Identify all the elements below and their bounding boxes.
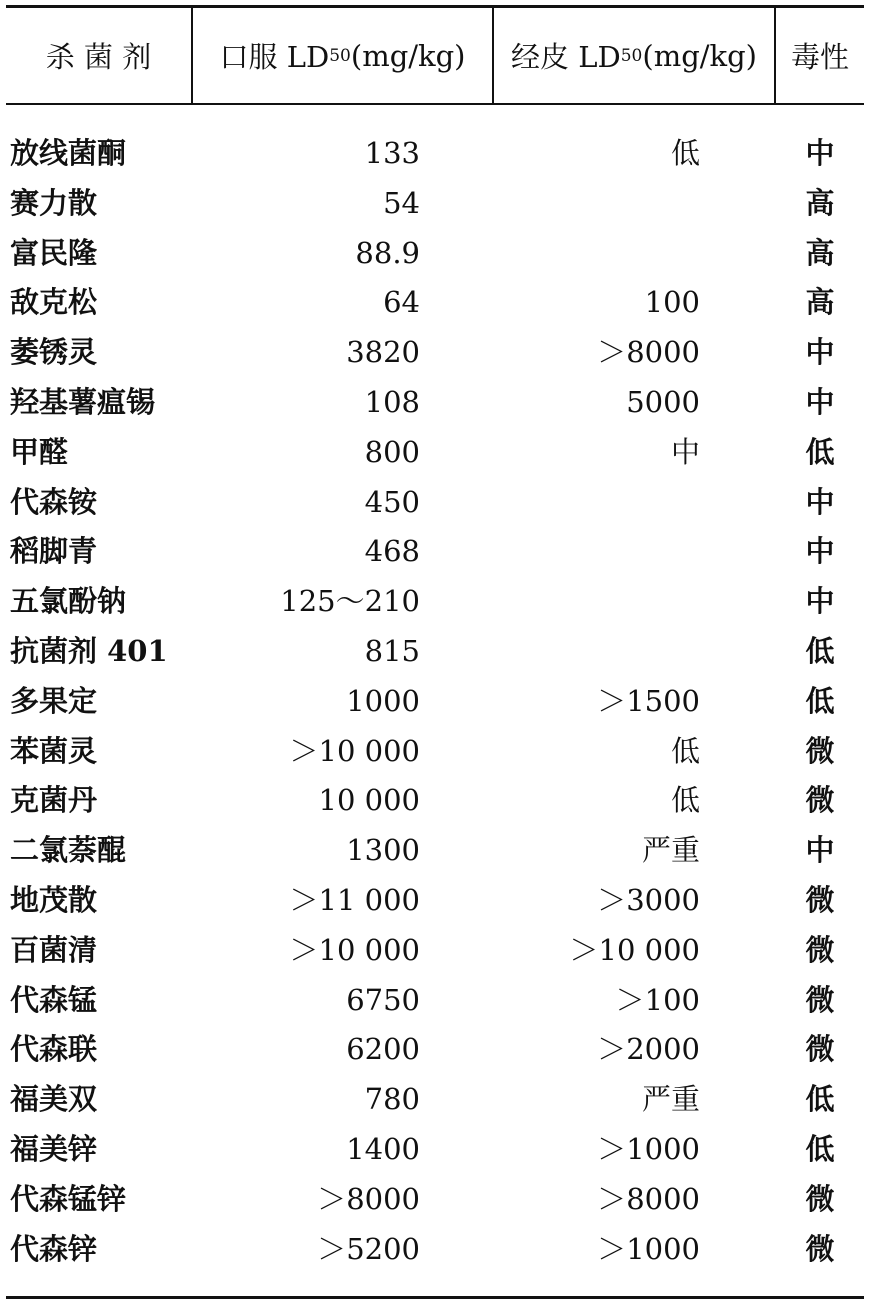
oral-ld50-value: 1000 — [346, 683, 420, 718]
table-row — [0, 327, 873, 377]
table-row — [0, 1224, 873, 1274]
table-row — [0, 128, 873, 178]
table-row — [0, 1074, 873, 1124]
dermal-ld50-value: 100 — [644, 285, 700, 320]
toxicity-level: 低 — [805, 434, 835, 469]
toxicity-level: 低 — [805, 1082, 835, 1117]
oral-ld50-value: 64 — [383, 285, 420, 320]
table-row — [0, 925, 873, 975]
dermal-ld50-value: ＞8000 — [597, 335, 700, 370]
oral-ld50-value: ＞5200 — [317, 1231, 420, 1266]
oral-ld50-value: 1400 — [346, 1131, 420, 1166]
dermal-ld50-value: ＞1000 — [597, 1131, 700, 1166]
table-body — [0, 128, 873, 1273]
table-row — [0, 526, 873, 576]
dermal-ld50-value: ＞3000 — [597, 882, 700, 917]
oral-ld50-value: 108 — [364, 384, 420, 419]
toxicity-level: 微 — [805, 783, 835, 818]
fungicide-name: 赛力散 — [10, 185, 98, 220]
toxicity-level: 高 — [805, 285, 835, 320]
dermal-ld50-value: 5000 — [626, 384, 700, 419]
fungicide-name: 放线菌酮 — [10, 136, 127, 170]
oral-ld50-value: 125～210 — [280, 584, 420, 619]
fungicide-name: 福美锌 — [10, 1131, 98, 1166]
table-row — [0, 377, 873, 427]
toxicity-level: 微 — [805, 882, 835, 917]
fungicide-name: 地茂散 — [10, 882, 98, 917]
toxicity-level: 高 — [805, 235, 835, 270]
table-row — [0, 277, 873, 327]
dermal-ld50-value: ＞1500 — [597, 683, 700, 718]
dermal-ld50-value: 低 — [670, 733, 700, 768]
dermal-ld50-value: 严重 — [641, 833, 700, 868]
header-toxicity: 毒性 — [790, 40, 849, 74]
dermal-ld50-value: ＞1000 — [597, 1231, 700, 1266]
oral-ld50-value: 3820 — [346, 335, 420, 370]
oral-ld50-value: 815 — [364, 633, 420, 668]
oral-ld50-value: 133 — [364, 136, 420, 170]
oral-ld50-value: 450 — [364, 484, 420, 519]
header-oral-ld50: 口服 LD 50 (mg/kg) — [219, 38, 466, 74]
fungicide-name: 稻脚青 — [10, 534, 98, 569]
dermal-ld50-value: ＞10 000 — [569, 932, 700, 967]
fungicide-name: 克菌丹 — [10, 783, 98, 818]
table-row — [0, 626, 873, 676]
fungicide-name: 代森联 — [10, 1032, 98, 1067]
table-row — [0, 1174, 873, 1224]
fungicide-name: 苯菌灵 — [10, 733, 98, 768]
fungicide-name: 代森锌 — [10, 1231, 98, 1266]
toxicity-level: 中 — [805, 335, 835, 370]
oral-ld50-value: 468 — [364, 534, 420, 569]
table-row — [0, 576, 873, 626]
toxicity-level: 中 — [805, 384, 835, 419]
toxicity-level: 微 — [805, 1181, 835, 1216]
header-rule — [6, 103, 864, 105]
toxicity-level: 中 — [805, 136, 835, 170]
dermal-ld50-value: 低 — [670, 136, 700, 170]
fungicide-name: 代森锰 — [10, 982, 98, 1017]
dermal-ld50-value: 严重 — [641, 1082, 700, 1117]
table-row — [0, 228, 873, 278]
oral-ld50-value: 10 000 — [318, 783, 420, 818]
toxicity-level: 微 — [805, 1231, 835, 1266]
dermal-ld50-value: ＞2000 — [597, 1032, 700, 1067]
oral-ld50-value: 780 — [364, 1082, 420, 1117]
table-row — [0, 178, 873, 228]
toxicity-level: 中 — [805, 484, 835, 519]
oral-ld50-value: 88.9 — [355, 235, 420, 270]
table-row — [0, 1024, 873, 1074]
dermal-ld50-value: ＞100 — [615, 982, 700, 1017]
oral-ld50-value: 6200 — [346, 1032, 420, 1067]
oral-ld50-value: ＞11 000 — [289, 882, 420, 917]
table-row — [0, 726, 873, 776]
toxicity-level: 中 — [805, 534, 835, 569]
fungicide-name: 抗菌剂 401 — [10, 633, 168, 668]
fungicide-name: 多果定 — [10, 683, 98, 718]
table-row — [0, 775, 873, 825]
oral-ld50-value: 6750 — [346, 982, 420, 1017]
table-bottom-rule — [6, 1296, 864, 1299]
toxicity-level: 低 — [805, 1131, 835, 1166]
toxicity-level: 高 — [805, 185, 835, 220]
toxicity-level: 中 — [805, 584, 835, 619]
toxicity-level: 微 — [805, 1032, 835, 1067]
toxicity-level: 微 — [805, 932, 835, 967]
oral-ld50-value: 800 — [364, 434, 420, 469]
fungicide-name: 甲醛 — [10, 434, 69, 469]
fungicide-name: 二氯萘醌 — [10, 833, 127, 868]
fungicide-name: 羟基薯瘟锡 — [10, 384, 156, 419]
fungicide-name: 代森铵 — [10, 484, 98, 519]
dermal-ld50-value: 中 — [670, 434, 700, 469]
table-row — [0, 825, 873, 875]
toxicity-level: 微 — [805, 733, 835, 768]
fungicide-name: 福美双 — [10, 1082, 98, 1117]
table-row — [0, 477, 873, 527]
oral-ld50-value: ＞10 000 — [289, 733, 420, 768]
fungicide-name: 萎锈灵 — [10, 335, 98, 370]
dermal-ld50-value: ＞8000 — [597, 1181, 700, 1216]
fungicide-name: 代森锰锌 — [10, 1181, 127, 1216]
toxicity-level: 微 — [805, 982, 835, 1017]
table-row — [0, 676, 873, 726]
fungicide-name: 五氯酚钠 — [10, 584, 127, 619]
header-agent: 杀 菌 剂 — [45, 40, 152, 74]
toxicity-level: 低 — [805, 683, 835, 718]
toxicity-level: 低 — [805, 633, 835, 668]
oral-ld50-value: ＞8000 — [317, 1181, 420, 1216]
table-row — [0, 875, 873, 925]
fungicide-name: 富民隆 — [10, 235, 98, 270]
oral-ld50-value: 1300 — [346, 833, 420, 868]
fungicide-name: 敌克松 — [10, 285, 98, 320]
dermal-ld50-value: 低 — [670, 783, 700, 818]
table-row — [0, 1124, 873, 1174]
table-row — [0, 975, 873, 1025]
oral-ld50-value: ＞10 000 — [289, 932, 420, 967]
fungicide-name: 百菌清 — [10, 932, 98, 967]
toxicity-level: 中 — [805, 833, 835, 868]
header-dermal-ld50: 经皮 LD 50 (mg/kg) — [511, 38, 757, 74]
table-row — [0, 427, 873, 477]
oral-ld50-value: 54 — [383, 185, 420, 220]
